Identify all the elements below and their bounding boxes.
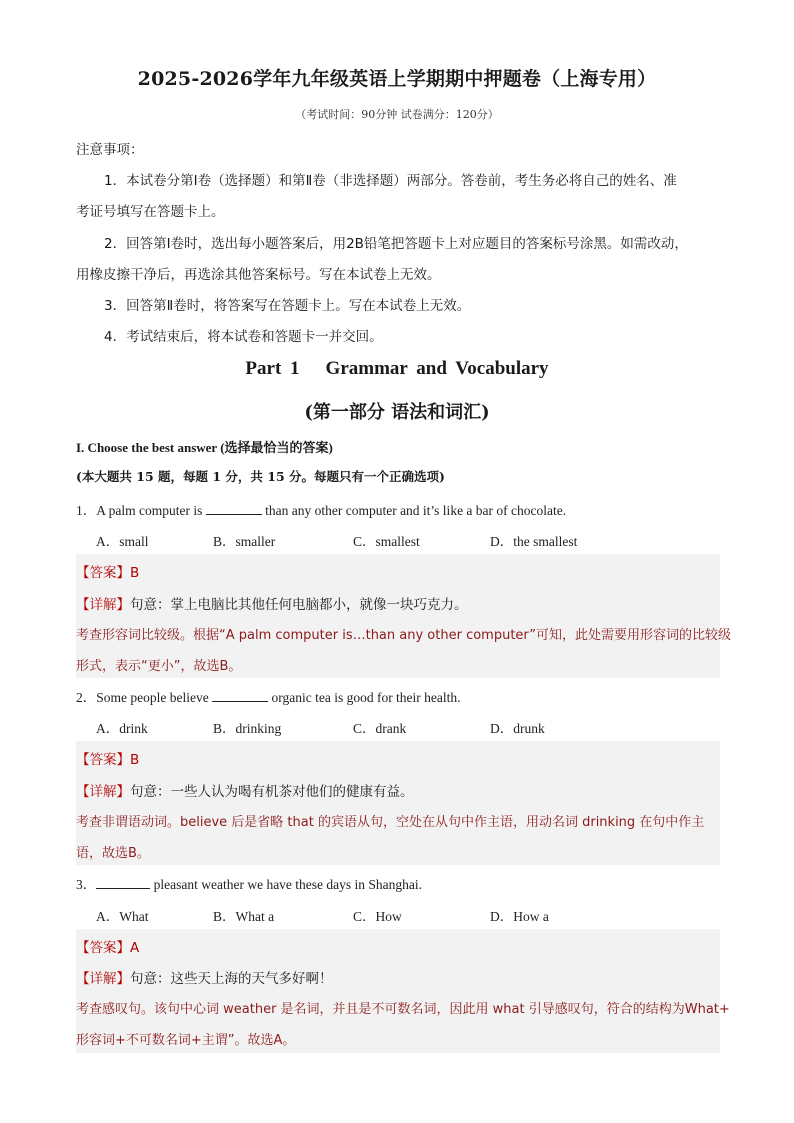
detail-meaning: 句意：一些人认为喝有机茶对他们的健康有益。 — [130, 784, 414, 800]
exam-info: （考试时间：90分钟 试卷满分：120分） — [295, 108, 499, 121]
page-title: 2025-2026学年九年级英语上学期期中押题卷（上海专用） — [137, 68, 657, 90]
notice-item-1-cont: 考证号填写在答题卡上。 — [76, 204, 225, 220]
question-2 — [76, 686, 461, 706]
answer-line-2 — [76, 748, 139, 768]
question-stem-pre: A palm computer is — [96, 503, 203, 518]
notice-item-2-cont: 用橡皮擦干净后，再选涂其他答案标号。写在本试卷上无效。 — [76, 267, 441, 283]
answer-value: B — [130, 752, 140, 768]
explanation-1-line-2: 形式，表示“更小”，故选B。 — [76, 659, 242, 674]
question-stem-post: pleasant weather we have these days in Shanghai. — [153, 877, 423, 892]
explanation-2-line-1: 考查非谓语动词。believe 后是省略 that 的宾语从句，空处在从句中作主语，用动名词 drinking 在句中作主 — [76, 815, 705, 830]
detail-label: 【详解】 — [76, 971, 130, 987]
part-label: Part 1 — [245, 358, 300, 379]
question-stem-post: organic tea is good for their health. — [271, 690, 461, 705]
option-c: C．How — [353, 909, 402, 924]
question-number: 1． — [76, 503, 97, 518]
option-b: B．smaller — [213, 534, 276, 549]
answer-value: A — [130, 940, 140, 956]
section-title: I. Choose the best answer (选择最恰当的答案) — [76, 440, 333, 455]
question-stem-pre: Some people believe — [96, 690, 209, 705]
option-a: A．small — [96, 534, 149, 549]
answer-label: 【答案】 — [76, 940, 130, 956]
question-number: 3． — [76, 877, 97, 892]
notice-item-1: 1．本试卷分第Ⅰ卷（选择题）和第Ⅱ卷（非选择题）两部分。答卷前，考生务必将自己的姓名、准 — [104, 173, 677, 189]
detail-label: 【详解】 — [76, 784, 130, 800]
detail-meaning: 句意：这些天上海的天气多好啊！ — [130, 971, 333, 987]
option-b: B．What a — [213, 909, 275, 924]
answer-blank — [206, 502, 262, 515]
answer-label: 【答案】 — [76, 565, 130, 581]
option-c: C．drank — [353, 721, 407, 736]
answer-value: B — [130, 565, 140, 581]
detail-label: 【详解】 — [76, 597, 130, 613]
notice-item-4: 4．考试结束后，将本试卷和答题卡一并交回。 — [104, 329, 383, 345]
option-a: A．What — [96, 909, 149, 924]
explanation-1-line-1: 考查形容词比较级。根据“A palm computer is…than any other computer”可知，此处需要用形容词的比较级 — [76, 628, 732, 643]
explanation-3-line-2: 形容词+不可数名词+主谓”。故选A。 — [76, 1033, 296, 1048]
notice-item-3: 3．回答第Ⅱ卷时，将答案写在答题卡上。写在本试卷上无效。 — [104, 298, 471, 314]
option-d: D．the smallest — [490, 534, 578, 549]
part-heading-cn: (第一部分 语法和词汇) — [304, 402, 490, 423]
notice-item-2: 2．回答第Ⅰ卷时，选出每小题答案后，用2B铅笔把答题卡上对应题目的答案标号涂黑。如需改动， — [104, 236, 688, 252]
part-heading — [0, 358, 794, 380]
option-c: C．smallest — [353, 534, 420, 549]
answer-label: 【答案】 — [76, 752, 130, 768]
question-stem-post: than any other computer and it’s like a bar of chocolate. — [265, 503, 567, 518]
section-note: (本大题共 15 题，每题 1 分，共 15 分。每题只有一个正确选项) — [76, 469, 445, 484]
detail-line-1 — [76, 593, 468, 613]
detail-line-3 — [76, 967, 333, 987]
answer-blank — [212, 689, 268, 702]
option-b: B．drinking — [213, 721, 282, 736]
notice-heading: 注意事项： — [76, 142, 144, 158]
answer-line-3 — [76, 936, 139, 956]
option-a: A．drink — [96, 721, 148, 736]
part-name: Grammar and Vocabulary — [325, 358, 549, 379]
option-d: D．How a — [490, 909, 549, 924]
question-number: 2． — [76, 690, 97, 705]
question-1 — [76, 499, 566, 519]
detail-line-2 — [76, 780, 414, 800]
explanation-2-line-2: 语，故选B。 — [76, 846, 150, 861]
explanation-3-line-1: 考查感叹句。该句中心词 weather 是名词，并且是不可数名词，因此用 what 引导感叹句，符合的结构为What+ — [76, 1002, 730, 1017]
answer-line-1 — [76, 561, 139, 581]
question-3 — [76, 873, 422, 893]
option-d: D．drunk — [490, 721, 545, 736]
detail-meaning: 句意：掌上电脑比其他任何电脑都小，就像一块巧克力。 — [130, 597, 468, 613]
answer-box-2 — [76, 741, 720, 865]
answer-blank — [96, 876, 150, 889]
